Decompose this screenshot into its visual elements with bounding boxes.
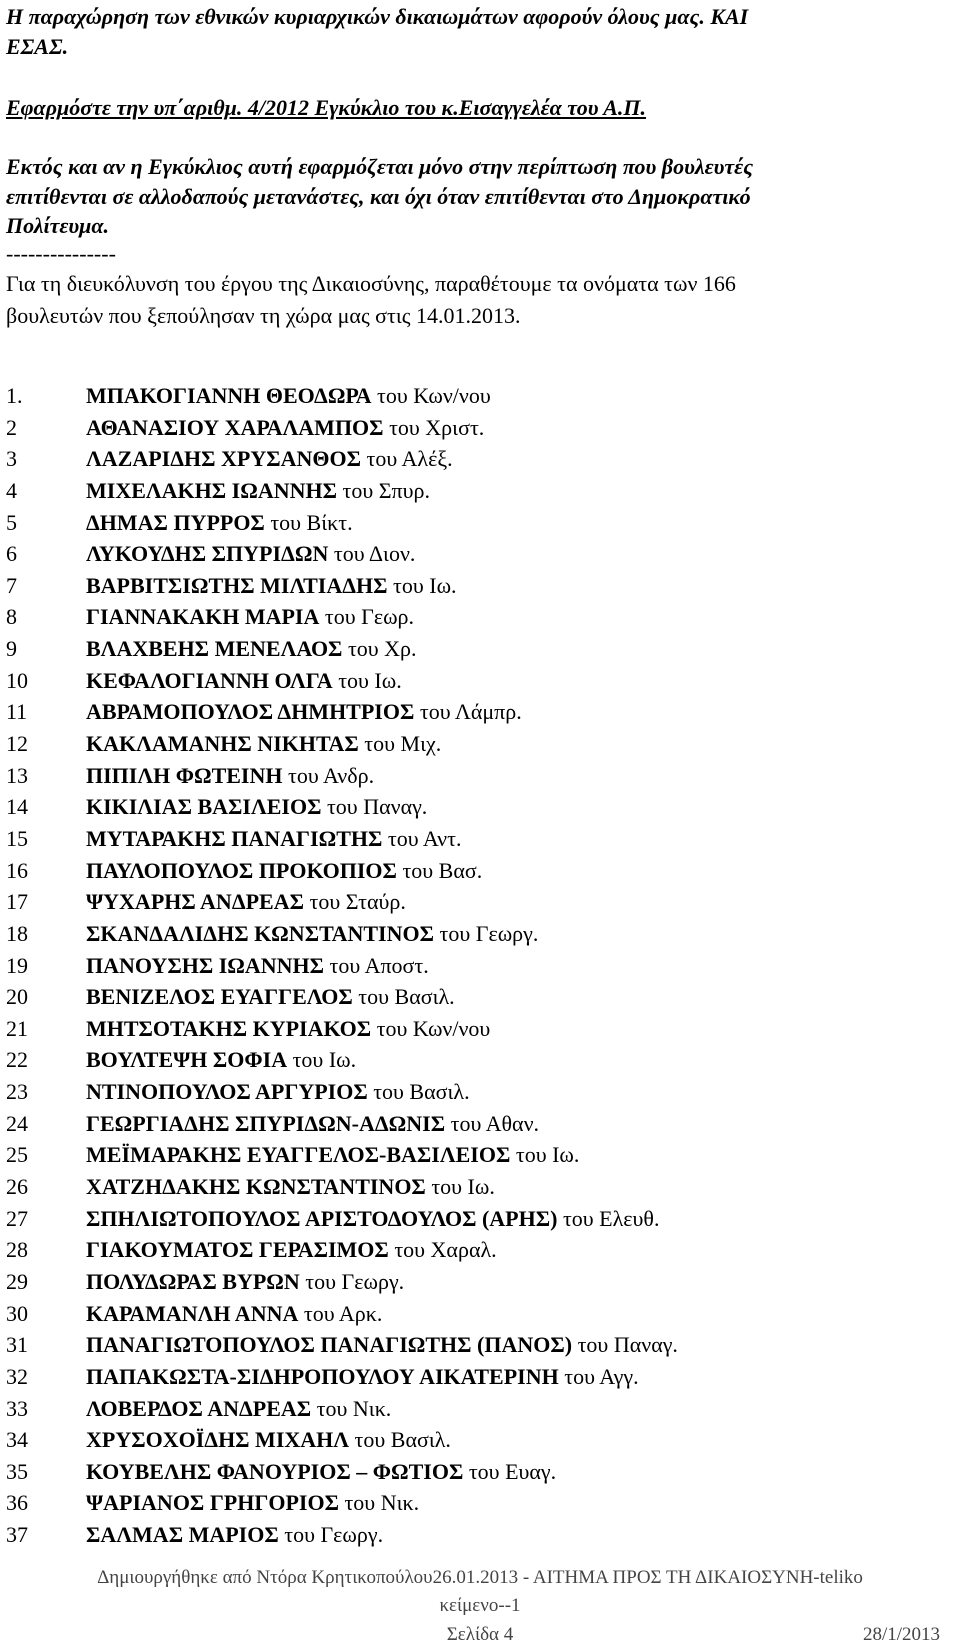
list-item [6, 886, 678, 918]
list-item-text [86, 1361, 639, 1393]
mp-name: ΜΠΑΚΟΓΙΑΝΝΗ ΘΕΟΔΩΡΑ [86, 383, 372, 408]
list-item-number: 8 [6, 604, 17, 630]
list-item [6, 380, 678, 412]
list-item-number: 27 [6, 1205, 28, 1231]
list-item [6, 981, 678, 1013]
list-item-number: 18 [6, 920, 28, 946]
list-item [6, 1013, 678, 1045]
list-item-text [86, 1393, 391, 1425]
list-item-text [86, 696, 522, 728]
mp-name: ΨΥΧΑΡΗΣ ΑΝΔΡΕΑΣ [86, 889, 304, 915]
list-item-number: 21 [6, 1015, 28, 1041]
list-item-text [86, 1298, 382, 1330]
intro-line-7: Για τη διευκόλυνση του έργου της Δικαιοσύνης, παραθέτουμε τα ονόματα των 166 [6, 271, 736, 296]
mp-name: ΠΑΝΟΥΣΗΣ ΙΩΑΝΝΗΣ [86, 952, 325, 978]
list-item-text [86, 538, 415, 570]
list-item [6, 507, 678, 539]
mp-father-name: του Παναγ. [572, 1332, 678, 1358]
list-item-text [86, 1329, 678, 1361]
mp-name: ΠΑΠΑΚΩΣΤΑ-ΣΙΔΗΡΟΠΟΥΛΟΥ ΑΙΚΑΤΕΡΙΝΗ [86, 1363, 559, 1389]
list-item-text [86, 918, 538, 950]
list-item [6, 443, 678, 475]
list-item-text [86, 1519, 383, 1551]
mp-name: ΓΙΑΝΝΑΚΑΚΗ ΜΑΡΙΑ [86, 604, 320, 630]
list-item-number: 11 [6, 699, 28, 725]
footer-date: 28/1/2013 [862, 1624, 940, 1645]
list-item [6, 918, 678, 950]
list-item [6, 1108, 678, 1140]
separator: --------------- [6, 241, 116, 266]
mp-father-name: του Ιω. [510, 1142, 580, 1168]
footer-filename: κείμενο--1 [439, 1595, 521, 1616]
mp-name: ΠΟΛΥΔΩΡΑΣ ΒΥΡΩΝ [86, 1268, 300, 1294]
list-item-number: 5 [6, 509, 17, 535]
circular-reference: Εφαρμόστε την υπ΄αριθμ. 4/2012 Εγκύκλιο του κ.Εισαγγελέα του Α.Π. [6, 95, 646, 120]
list-item-number: 25 [6, 1142, 28, 1168]
list-item [6, 1234, 678, 1266]
list-item-text [86, 1487, 419, 1519]
list-item [6, 760, 678, 792]
list-item [6, 1393, 678, 1425]
list-item-text [86, 1108, 539, 1140]
list-item-text [86, 1456, 556, 1488]
intro-line-2: ΕΣΑΣ. [6, 34, 69, 59]
list-item [6, 1361, 678, 1393]
list-item-text [86, 823, 461, 855]
mp-father-name: του Αποστ. [324, 952, 429, 978]
list-item-number: 10 [6, 667, 28, 693]
list-item-text [86, 981, 455, 1013]
mp-father-name: του Λάμπρ. [414, 699, 522, 725]
list-item [6, 538, 678, 570]
list-item [6, 475, 678, 507]
mp-name: ΠΑΝΑΓΙΩΤΟΠΟΥΛΟΣ ΠΑΝΑΓΙΩΤΗΣ (ΠΑΝΟΣ) [86, 1332, 573, 1358]
list-item [6, 855, 678, 887]
mp-father-name: του Νικ. [311, 1395, 392, 1421]
mp-name: ΠΙΠΙΛΗ ΦΩΤΕΙΝΗ [86, 762, 283, 788]
list-item-number: 13 [6, 762, 28, 788]
intro-line-6: Πολίτευμα. [6, 213, 110, 238]
mp-name: ΣΑΛΜΑΣ ΜΑΡΙΟΣ [86, 1522, 279, 1548]
list-item [6, 633, 678, 665]
list-item-text [86, 760, 374, 792]
list-item-text [86, 791, 427, 823]
list-item-text [86, 1424, 451, 1456]
mp-name: ΚΟΥΒΕΛΗΣ ΦΑΝΟΥΡΙΟΣ – ΦΩΤΙΟΣ [86, 1458, 464, 1484]
list-item [6, 1456, 678, 1488]
footer-page-number: Σελίδα 4 [446, 1624, 514, 1645]
list-item-text [86, 412, 484, 444]
list-item-number: 31 [6, 1332, 28, 1358]
list-item-number: 37 [6, 1522, 28, 1548]
list-item-number: 19 [6, 952, 28, 978]
list-item-number: 4 [6, 477, 17, 503]
list-item-number: 3 [6, 446, 17, 472]
mp-father-name: του Βασιλ. [352, 984, 455, 1010]
list-item-text [86, 1044, 356, 1076]
list-item [6, 1519, 678, 1551]
list-item-text [86, 601, 414, 633]
mp-father-name: του Γεωργ. [434, 920, 539, 946]
mp-name: ΒΛΑΧΒΕΗΣ ΜΕΝΕΛΑΟΣ [86, 636, 343, 662]
mp-name: ΝΤΙΝΟΠΟΥΛΟΣ ΑΡΓΥΡΙΟΣ [86, 1079, 368, 1105]
list-item-text [86, 1203, 659, 1235]
mp-name: ΔΗΜΑΣ ΠΥΡΡΟΣ [86, 509, 265, 535]
mp-name: ΑΒΡΑΜΟΠΟΥΛΟΣ ΔΗΜΗΤΡΙΟΣ [86, 699, 415, 725]
intro-line-4: Εκτός και αν η Εγκύκλιος αυτή εφαρμόζεται μόνο στην περίπτωση που βουλευτές [6, 154, 754, 179]
list-item [6, 1076, 678, 1108]
list-item-number: 7 [6, 572, 17, 598]
list-item [6, 1487, 678, 1519]
mp-name: ΜΙΧΕΛΑΚΗΣ ΙΩΑΝΝΗΣ [86, 477, 337, 503]
list-item-number: 14 [6, 794, 28, 820]
mp-father-name: του Ιω. [425, 1174, 495, 1200]
list-item [6, 728, 678, 760]
mp-father-name: του Βασιλ. [349, 1427, 451, 1453]
list-item [6, 1044, 678, 1076]
list-item-number: 26 [6, 1174, 28, 1200]
list-item-number: 32 [6, 1363, 28, 1389]
mp-father-name: του Ανδρ. [282, 762, 375, 788]
list-item [6, 665, 678, 697]
mp-father-name: του Αλέξ. [361, 446, 453, 472]
mp-name: ΒΑΡΒΙΤΣΙΩΤΗΣ ΜΙΛΤΙΑΔΗΣ [86, 572, 388, 598]
mp-father-name: του Αγγ. [558, 1363, 639, 1389]
list-item-number: 20 [6, 984, 28, 1010]
list-item-number: 17 [6, 889, 28, 915]
mp-father-name: του Σταύρ. [304, 889, 406, 915]
list-item [6, 1266, 678, 1298]
list-item [6, 1203, 678, 1235]
list-item [6, 1329, 678, 1361]
mp-father-name: του Βασιλ. [367, 1079, 470, 1105]
mp-father-name: του Νικ. [338, 1490, 420, 1516]
mp-father-name: του Ευαγ. [463, 1458, 557, 1484]
list-item [6, 950, 678, 982]
list-item-number: 2 [6, 414, 17, 440]
list-item-number: 1. [6, 383, 23, 408]
list-item-text [86, 665, 402, 697]
mp-father-name: του Ιω. [387, 572, 457, 598]
mp-name: ΜΕΪΜΑΡΑΚΗΣ ΕΥΑΓΓΕΛΟΣ-ΒΑΣΙΛΕΙΟΣ [86, 1142, 511, 1168]
list-item-number: 29 [6, 1268, 28, 1294]
mp-name: ΚΑΡΑΜΑΝΛΗ ΑΝΝΑ [86, 1300, 299, 1326]
mp-father-name: του Αθαν. [445, 1110, 540, 1136]
list-item-text [86, 1139, 579, 1171]
list-item-number: 16 [6, 857, 28, 883]
mp-name: ΒΕΝΙΖΕΛΟΣ ΕΥΑΓΓΕΛΟΣ [86, 984, 353, 1010]
list-item-text [86, 380, 491, 412]
list-item [6, 570, 678, 602]
mp-father-name: του Ιω. [332, 667, 402, 693]
list-item-text [86, 728, 441, 760]
list-item [6, 823, 678, 855]
list-item-text [86, 1171, 495, 1203]
mp-name: ΣΠΗΛΙΩΤΟΠΟΥΛΟΣ ΑΡΙΣΤΟΔΟΥΛΟΣ (ΑΡΗΣ) [86, 1205, 558, 1231]
mp-father-name: του Διον. [328, 541, 416, 567]
intro-line-1: Η παραχώρηση των εθνικών κυριαρχικών δικαιωμάτων αφορούν όλους μας. ΚΑΙ [6, 4, 749, 29]
mp-father-name: του Ελευθ. [557, 1205, 660, 1231]
list-item-number: 35 [6, 1458, 28, 1484]
mp-name: ΛΥΚΟΥΔΗΣ ΣΠΥΡΙΔΩΝ [86, 541, 329, 567]
mp-name: ΛΑΖΑΡΙΔΗΣ ΧΡΥΣΑΝΘΟΣ [86, 446, 361, 472]
list-item-number: 24 [6, 1110, 28, 1136]
mp-name-list [6, 380, 678, 1551]
list-item-number: 36 [6, 1490, 28, 1516]
mp-father-name: του Παναγ. [321, 794, 428, 820]
list-item-text [86, 1266, 404, 1298]
mp-father-name: του Γεωρ. [319, 604, 415, 630]
mp-father-name: του Χριστ. [383, 414, 485, 440]
mp-father-name: του Αρκ. [298, 1300, 383, 1326]
mp-father-name: του Βασ. [396, 857, 483, 883]
mp-name: ΒΟΥΛΤΕΨΗ ΣΟΦΙΑ [86, 1047, 288, 1073]
mp-name: ΚΕΦΑΛΟΓΙΑΝΝΗ ΟΛΓΑ [86, 667, 333, 693]
list-item [6, 1298, 678, 1330]
mp-name: ΓΙΑΚΟΥΜΑΤΟΣ ΓΕΡΑΣΙΜΟΣ [86, 1237, 389, 1263]
mp-name: ΨΑΡΙΑΝΟΣ ΓΡΗΓΟΡΙΟΣ [86, 1490, 339, 1516]
list-item-text [86, 1013, 490, 1045]
mp-name: ΑΘΑΝΑΣΙΟΥ ΧΑΡΑΛΑΜΠΟΣ [86, 414, 384, 440]
mp-name: ΛΟΒΕΡΔΟΣ ΑΝΔΡΕΑΣ [86, 1395, 312, 1421]
mp-name: ΚΙΚΙΛΙΑΣ ΒΑΣΙΛΕΙΟΣ [86, 794, 322, 820]
list-item-number: 34 [6, 1427, 28, 1453]
intro-line-5: επιτίθενται σε αλλοδαπούς μετανάστες, και όχι όταν επιτίθενται στο Δημοκρατικό [6, 184, 751, 209]
list-item [6, 696, 678, 728]
list-item [6, 1424, 678, 1456]
mp-father-name: του Μιχ. [358, 731, 442, 757]
list-item-text [86, 570, 457, 602]
list-item-number: 23 [6, 1079, 28, 1105]
list-item-number: 9 [6, 636, 17, 662]
mp-name: ΧΑΤΖΗΔΑΚΗΣ ΚΩΝΣΤΑΝΤΙΝΟΣ [86, 1174, 426, 1200]
mp-father-name: του Κων/νου [371, 1015, 491, 1041]
mp-father-name: του Χαραλ. [388, 1237, 497, 1263]
mp-name: ΠΑΥΛΟΠΟΥΛΟΣ ΠΡΟΚΟΠΙΟΣ [86, 857, 397, 883]
mp-father-name: του Κων/νου [371, 383, 491, 408]
mp-name: ΜΗΤΣΟΤΑΚΗΣ ΚΥΡΙΑΚΟΣ [86, 1015, 372, 1041]
list-item-number: 28 [6, 1237, 28, 1263]
mp-father-name: του Γεωργ. [299, 1268, 405, 1294]
list-item-number: 33 [6, 1395, 28, 1421]
mp-father-name: του Χρ. [342, 636, 417, 662]
list-item-number: 12 [6, 731, 28, 757]
list-item [6, 1139, 678, 1171]
list-item-number: 6 [6, 541, 17, 567]
mp-father-name: του Αντ. [382, 825, 462, 851]
mp-name: ΚΑΚΛΑΜΑΝΗΣ ΝΙΚΗΤΑΣ [86, 731, 359, 757]
list-item-text [86, 886, 406, 918]
mp-father-name: του Ιω. [287, 1047, 357, 1073]
mp-name: ΧΡΥΣΟΧΟΪΔΗΣ ΜΙΧΑΗΛ [86, 1427, 350, 1453]
list-item [6, 791, 678, 823]
intro-line-8: βουλευτών που ξεπούλησαν τη χώρα μας στις 14.01.2013. [6, 303, 521, 328]
list-item-number: 22 [6, 1047, 28, 1073]
list-item-text [86, 507, 353, 539]
mp-father-name: του Γεωργ. [278, 1522, 384, 1548]
list-item-text [86, 855, 482, 887]
list-item [6, 412, 678, 444]
list-item-text [86, 950, 429, 982]
mp-father-name: του Σπυρ. [337, 477, 431, 503]
list-item-text [86, 1234, 497, 1266]
list-item [6, 1171, 678, 1203]
list-item-number: 30 [6, 1300, 28, 1326]
list-item [6, 601, 678, 633]
mp-name: ΓΕΩΡΓΙΑΔΗΣ ΣΠΥΡΙΔΩΝ-ΑΔΩΝΙΣ [86, 1110, 446, 1136]
footer-created-by: Δημιουργήθηκε από Ντόρα Κρητικοπούλου26.01.2013 - ΑΙΤΗΜΑ ΠΡΟΣ ΤΗ ΔΙΚΑΙΟΣΥΝΗ-teliko [97, 1567, 863, 1588]
mp-name: ΜΥΤΑΡΑΚΗΣ ΠΑΝΑΓΙΩΤΗΣ [86, 825, 383, 851]
list-item-text [86, 633, 417, 665]
mp-father-name: του Βίκτ. [264, 509, 353, 535]
list-item-text [86, 443, 453, 475]
list-item-text [86, 475, 430, 507]
mp-name: ΣΚΑΝΔΑΛΙΔΗΣ ΚΩΝΣΤΑΝΤΙΝΟΣ [86, 920, 435, 946]
list-item-number: 15 [6, 825, 28, 851]
list-item-text [86, 1076, 470, 1108]
